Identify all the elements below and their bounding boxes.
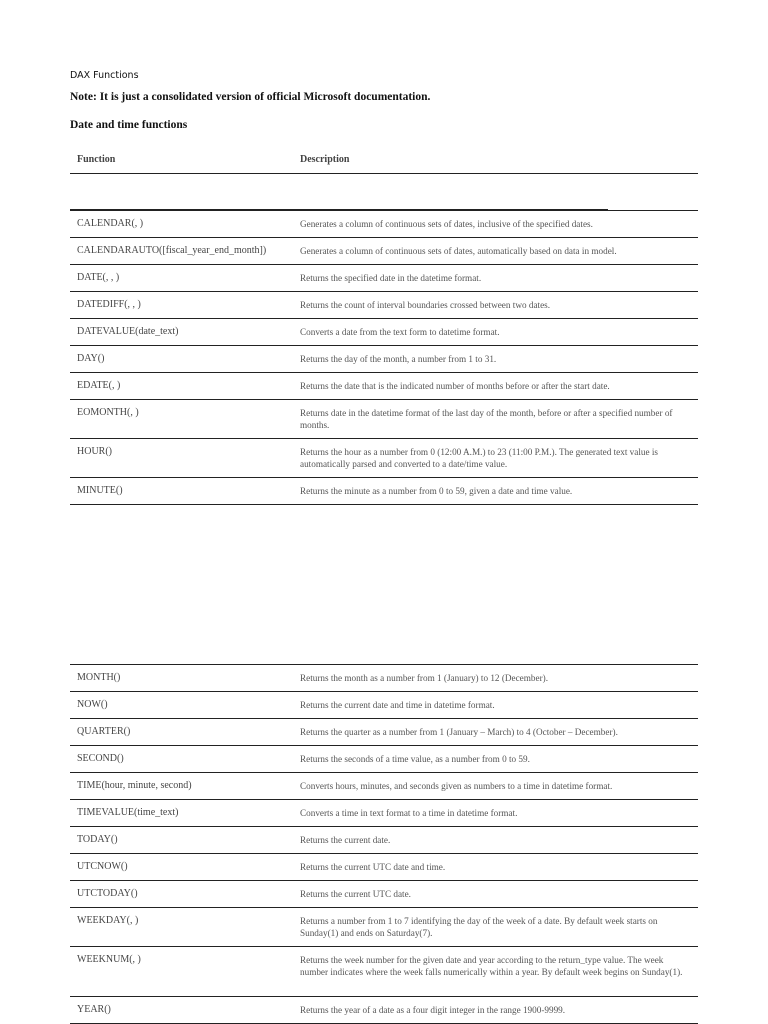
function-name: UTCNOW() <box>77 861 128 872</box>
functions-table-part1 <box>70 210 698 505</box>
table-row <box>70 854 698 881</box>
table-row <box>70 292 698 319</box>
table-row <box>70 908 698 947</box>
table-row <box>70 719 698 746</box>
table-row <box>70 947 698 997</box>
table-row <box>70 478 698 505</box>
function-name: MONTH() <box>77 672 121 683</box>
function-name: SECOND() <box>77 753 124 764</box>
function-name: EDATE(, ) <box>77 380 121 391</box>
table-row <box>70 800 698 827</box>
function-name: TIMEVALUE(time_text) <box>77 807 179 818</box>
function-description: Returns the year of a date as a four digit integer in the range 1900-9999. <box>300 1005 566 1015</box>
function-description: Returns the minute as a number from 0 to 59, given a date and time value. <box>300 486 573 496</box>
table-row <box>70 400 698 439</box>
function-name: HOUR() <box>77 446 112 457</box>
column-header-description: Description <box>300 154 350 165</box>
table-row <box>70 997 698 1024</box>
function-description: Generates a column of continuous sets of dates, inclusive of the specified dates. <box>300 219 593 229</box>
functions-table-part2 <box>70 664 698 1024</box>
document-title: DAX Functions <box>70 70 139 81</box>
function-name: DATE(, , ) <box>77 272 120 283</box>
table-row <box>70 692 698 719</box>
column-header-function: Function <box>77 154 116 165</box>
function-description: Returns the hour as a number from 0 (12:00 A.M.) to 23 (11:00 P.M.). The generated text value is automatically parsed and converted to a date/time value. <box>300 447 658 469</box>
function-description: Returns the date that is the indicated number of months before or after the start date. <box>300 381 610 391</box>
section-title: Date and time functions <box>70 119 188 131</box>
table-row <box>70 346 698 373</box>
function-name: DATEVALUE(date_text) <box>77 326 179 337</box>
function-name: UTCTODAY() <box>77 888 138 899</box>
function-name: CALENDARAUTO([fiscal_year_end_month]) <box>77 245 267 256</box>
function-description: Returns the quarter as a number from 1 (January – March) to 4 (October – December). <box>300 727 618 737</box>
function-description: Returns the current UTC date. <box>300 889 411 899</box>
function-name: QUARTER() <box>77 726 131 737</box>
function-description: Returns the week number for the given date and year according to the return_type value. The week number indicates where the week falls numerically within a year. By default week begins on Sunday(1). <box>300 955 683 977</box>
function-description: Returns the current UTC date and time. <box>300 862 446 872</box>
function-name: NOW() <box>77 699 108 710</box>
header-rule <box>70 173 698 174</box>
function-name: TIME(hour, minute, second) <box>77 780 192 791</box>
function-description: Returns the month as a number from 1 (January) to 12 (December). <box>300 673 548 683</box>
table-row <box>70 373 698 400</box>
note-text: Note: It is just a consolidated version of official Microsoft documentation. <box>70 91 431 103</box>
function-description: Returns date in the datetime format of the last day of the month, before or after a specified number of months. <box>300 408 673 430</box>
function-description: Returns the current date and time in datetime format. <box>300 700 495 710</box>
function-description: Returns a number from 1 to 7 identifying the day of the week of a date. By default week starts on Sunday(1) and ends on Saturday(7). <box>300 916 658 938</box>
function-name: CALENDAR(, ) <box>77 218 144 229</box>
function-description: Returns the day of the month, a number from 1 to 31. <box>300 354 497 364</box>
function-name: WEEKDAY(, ) <box>77 915 139 926</box>
function-name: DAY() <box>77 353 105 364</box>
function-name: EOMONTH(, ) <box>77 407 139 418</box>
table-row <box>70 881 698 908</box>
table-row <box>70 439 698 478</box>
function-description: Converts a time in text format to a time in datetime format. <box>300 808 518 818</box>
function-name: TODAY() <box>77 834 118 845</box>
table-row <box>70 265 698 292</box>
table-row <box>70 773 698 800</box>
function-description: Returns the seconds of a time value, as a number from 0 to 59. <box>300 754 530 764</box>
function-name: YEAR() <box>77 1004 111 1015</box>
function-name: MINUTE() <box>77 485 123 496</box>
table-row <box>70 211 698 238</box>
table-row <box>70 665 698 692</box>
function-name: WEEKNUM(, ) <box>77 954 141 965</box>
table-row <box>70 746 698 773</box>
function-description: Converts hours, minutes, and seconds given as numbers to a time in datetime format. <box>300 781 613 791</box>
function-description: Returns the specified date in the datetime format. <box>300 273 482 283</box>
function-description: Converts a date from the text form to datetime format. <box>300 327 500 337</box>
function-name: DATEDIFF(, , ) <box>77 299 141 310</box>
table-row <box>70 319 698 346</box>
function-description: Returns the count of interval boundaries crossed between two dates. <box>300 300 551 310</box>
table-row <box>70 238 698 265</box>
function-description: Generates a column of continuous sets of dates, automatically based on data in model. <box>300 246 617 256</box>
table-row <box>70 827 698 854</box>
function-description: Returns the current date. <box>300 835 391 845</box>
